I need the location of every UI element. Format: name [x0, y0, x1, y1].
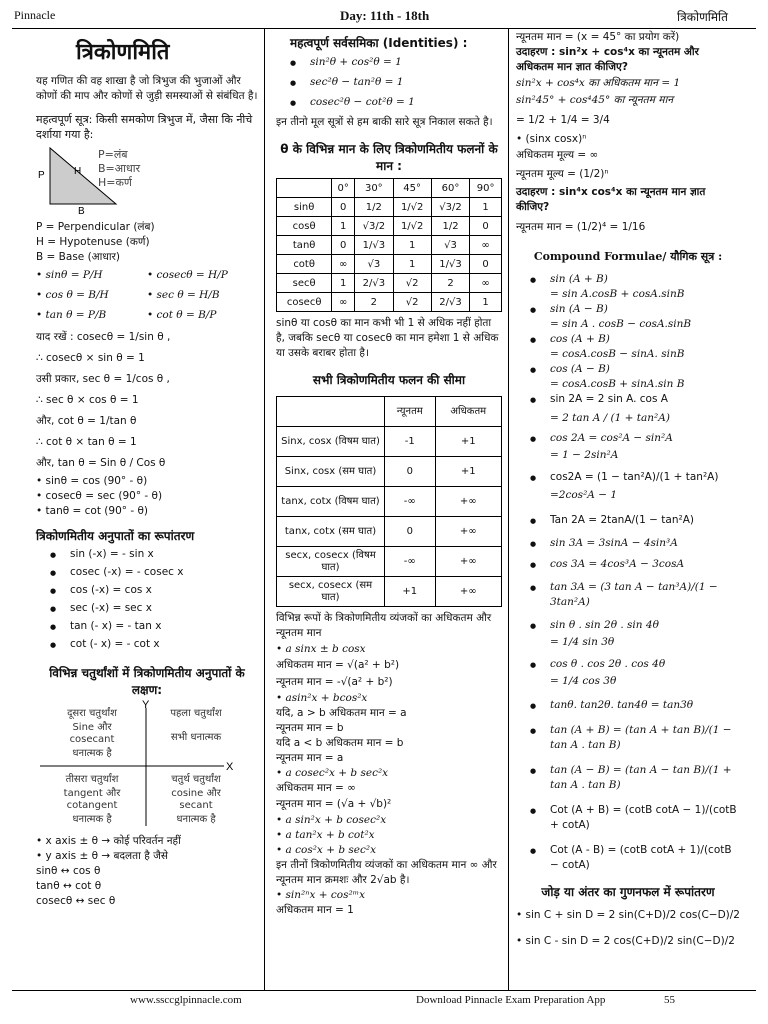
compound-item: ● tan (A + B) = (tan A + tan B)/(1 − tan A . tan B): [524, 723, 740, 753]
compound-item: ● cos (A + B): [524, 332, 740, 347]
definition-p: P = Perpendicular (लंब): [36, 221, 155, 233]
table-cell: 2/√3: [431, 293, 469, 312]
table-cell: 2/√3: [355, 274, 393, 293]
table-cell: 2: [355, 293, 393, 312]
table-cell: -∞: [385, 547, 436, 577]
table-cell: [277, 179, 332, 198]
compound-item: = cosA.cosB + sinA.sin B: [550, 378, 685, 390]
compound-item: ● Cot (A + B) = (cotB cotA − 1)/(cotB + cotA): [524, 803, 740, 833]
form-line: अधिकतम मान = ∞: [276, 782, 356, 794]
example-line: = 1/2 + 1/4 = 3/4: [516, 114, 610, 126]
product-list: [516, 902, 740, 954]
table-cell: +1: [385, 577, 436, 607]
table-cell: 45°: [393, 179, 431, 198]
page-title: त्रिकोणमिति: [76, 40, 170, 65]
form-line: • sin²ⁿx + cos²ᵐx: [276, 889, 366, 901]
table-cell: tanx, cotx (सम घात): [277, 517, 385, 547]
conversion-item: ● sec (-x) = sec x: [44, 601, 258, 616]
forms-list: [276, 641, 502, 918]
form-line: • a sinx ± b cosx: [276, 643, 366, 655]
intro-text: यह गणित की वह शाखा है जो त्रिभुज की भुजाओं और कोणों की माप और कोणों से जुड़ी समस्याओं से संबंधित है।: [36, 75, 258, 102]
table-header-row: [277, 397, 502, 427]
q1-line: सभी धनात्मक: [170, 732, 222, 743]
form-line: न्यूनतम मान = b: [276, 722, 344, 734]
q3-line: धनात्मक है: [72, 814, 112, 825]
remember-line: ∴ cot θ × tan θ = 1: [36, 436, 137, 448]
form-line: • a tan²x + b cot²x: [276, 829, 375, 841]
form-line: इन तीनों त्रिकोणमितीय व्यंजकों का अधिकतम मान ∞ और न्यूनतम मान क्रमशः और 2√ab है।: [276, 859, 497, 886]
triangle-label-b: B: [78, 206, 85, 214]
table-cell: cosecθ: [277, 293, 332, 312]
conversion-list: [44, 547, 258, 652]
table-row: [277, 293, 502, 312]
header-brand: Pinnacle: [14, 8, 56, 22]
form-line: • a sin²x + b cosec²x: [276, 814, 387, 826]
column-divider-1: [264, 28, 265, 990]
table-cell: 0: [385, 517, 436, 547]
compound-item: ● Tan 2A = 2tanA/(1 − tan²A): [524, 513, 740, 528]
table-cell: +1: [435, 427, 501, 457]
ratio-cos: • cos θ = B/H: [36, 289, 109, 301]
q4-line: धनात्मक है: [176, 814, 216, 825]
triangle-label-h: H: [74, 166, 82, 177]
table-cell: tanx, cotx (विषम घात): [277, 487, 385, 517]
product-item: • sin C + sin D = 2 sin(C+D)/2 cos(C−D)/2: [516, 909, 740, 921]
form-line: अधिकतम मान = 1: [276, 904, 354, 916]
quadrant-diagram: [36, 700, 258, 830]
column-3: [516, 30, 740, 954]
complement-line: • sinθ = cos (90° - θ): [36, 475, 148, 487]
compound-list: [524, 272, 740, 873]
remember-list: [36, 327, 258, 519]
table-row: [277, 255, 502, 274]
table-cell: 30°: [355, 179, 393, 198]
example-line: • (sinx cosx)ⁿ: [516, 133, 587, 145]
example-line: अधिकतम मूल्य = ∞: [516, 149, 599, 161]
table-cell: -1: [385, 427, 436, 457]
q2-line: cosecant: [69, 734, 115, 745]
values-table: [276, 178, 502, 312]
axis-rule: • x axis ± θ → कोई परिवर्तन नहीं: [36, 835, 181, 847]
table-row: [277, 517, 502, 547]
header-topic: त्रिकोणमिति: [677, 10, 728, 24]
form-line: • asin²x + bcos²x: [276, 692, 368, 704]
compound-item: ● tan (A − B) = (tan A − tan B)/(1 + tan A . tan B): [524, 763, 740, 793]
table-row: [277, 577, 502, 607]
compound-item: ● cos 3A = 4cos³A − 3cosA: [524, 557, 740, 572]
table-row: [277, 487, 502, 517]
table-cell: Sinx, cosx (विषम घात): [277, 427, 385, 457]
table-cell: sinθ: [277, 198, 332, 217]
example-line: न्यूनतम मान = (1/2)⁴ = 1/16: [516, 221, 646, 233]
quadrant-heading: विभिन्न चतुर्थांशों में त्रिकोणमितीय अनुपातों के लक्षण:: [49, 666, 245, 697]
compound-item: ● tan 3A = (3 tan A − tan³A)/(1 − 3tan²A): [524, 580, 740, 610]
compound-item: ● cos2A = (1 − tan²A)/(1 + tan²A): [524, 470, 740, 485]
table-cell: अधिकतम: [435, 397, 501, 427]
form-line: • a cosec²x + b sec²x: [276, 767, 389, 779]
important-formula-text: महत्वपूर्ण सूत्र: किसी समकोण त्रिभुज में, जैसा कि नीचे दर्शाया गया है:: [36, 113, 253, 141]
minmax-examples: [516, 30, 740, 239]
compound-item: ● sin 3A = 3sinA − 4sin³A: [524, 536, 740, 551]
compound-item: = 1/4 cos 3θ: [550, 675, 617, 687]
table-cell: secx, cosecx (सम घात): [277, 577, 385, 607]
table-cell: √3/2: [431, 198, 469, 217]
axis-rule-list: [36, 834, 258, 909]
complement-line: • cosecθ = sec (90° - θ): [36, 490, 163, 502]
table-cell: √2: [393, 274, 431, 293]
table-cell: 0: [332, 198, 355, 217]
form-line: यदि, a > b अधिकतम मान = a: [276, 707, 407, 719]
compound-item: ● sin (A + B): [524, 272, 740, 287]
axis-rule: • y axis ± θ → बदलता है जैसे: [36, 850, 169, 862]
q1-title: पहला चतुर्थांश: [170, 708, 222, 719]
identities-note: इन तीनो मूल सूत्रों से हम बाकी सारे सूत्र निकाल सकते है।: [276, 116, 493, 128]
definition-b: B = Base (आधार): [36, 251, 120, 263]
table-header-row: [277, 179, 502, 198]
table-row: [277, 236, 502, 255]
form-line: यदि a < b अधिकतम मान = b: [276, 737, 404, 749]
table-cell: +∞: [435, 577, 501, 607]
conversion-item: ● tan (- x) = - tan x: [44, 619, 258, 634]
q2-title: दूसरा चतुर्थांश: [67, 708, 117, 719]
table-cell: secθ: [277, 274, 332, 293]
column-1: [36, 30, 258, 909]
table-cell: secx, cosecx (विषम घात): [277, 547, 385, 577]
compound-item: ● cos 2A = cos²A − sin²A: [524, 431, 740, 446]
page-header: [0, 0, 768, 28]
footer-website[interactable]: www.ssccglpinnacle.com: [130, 994, 242, 1006]
footer-page-number: 55: [664, 994, 675, 1006]
conversion-item: ● cot (- x) = - cot x: [44, 637, 258, 652]
q4-title: चतुर्थ चतुर्थांश: [171, 774, 221, 785]
table-row: [277, 427, 502, 457]
table-cell: √3: [431, 236, 469, 255]
table-cell: [277, 397, 385, 427]
example-line: न्यूनतम मान = (x = 45° का प्रयोग करें): [516, 31, 680, 43]
definition-h: H = Hypotenuse (कर्ण): [36, 236, 150, 248]
axis-rule: tanθ ↔ cot θ: [36, 880, 102, 892]
table-cell: 0: [470, 255, 502, 274]
footer-app-promo: Download Pinnacle Exam Preparation App: [416, 994, 606, 1006]
table-cell: √2: [393, 293, 431, 312]
example-line: उदाहरण : sin⁴x cos⁴x का न्यूनतम मान ज्ञात कीजिए?: [516, 186, 706, 213]
example-line: sin²45° + cos⁴45° का न्यूनतम मान: [516, 94, 674, 106]
identity-item: ● cosec²θ − cot²θ = 1: [284, 94, 502, 111]
range-table: [276, 396, 502, 607]
compound-item: ● Cot (A - B) = (cotB cotA + 1)/(cotB − cotA): [524, 843, 740, 873]
table-cell: ∞: [332, 255, 355, 274]
compound-item: ● tanθ. tan2θ. tan4θ = tan3θ: [524, 698, 740, 713]
values-table-note: sinθ या cosθ का मान कभी भी 1 से अधिक नहीं होता है, जबकि secθ या cosecθ का मान हमेशा 1 से अधिक या उसके बराबर होता है।: [276, 317, 499, 359]
compound-item: = sin A.cosB + cosA.sinB: [550, 288, 685, 300]
table-row: [277, 274, 502, 293]
triangle-legend-b: B=आधार: [98, 162, 141, 175]
table-cell: ∞: [332, 293, 355, 312]
footer-rule: [12, 990, 756, 991]
table-cell: 1: [332, 274, 355, 293]
table-cell: 1/√3: [355, 236, 393, 255]
q4-line: cosine और: [171, 788, 221, 799]
axis-rule: sinθ ↔ cos θ: [36, 865, 101, 877]
table-cell: 60°: [431, 179, 469, 198]
range-table-heading: सभी त्रिकोणमितीय फलन की सीमा: [312, 373, 466, 387]
table-cell: √3/2: [355, 217, 393, 236]
compound-item: ● sin θ . sin 2θ . sin 4θ: [524, 618, 740, 633]
table-cell: न्यूनतम: [385, 397, 436, 427]
table-cell: 90°: [470, 179, 502, 198]
compound-item: = cosA.cosB − sinA. sinB: [550, 348, 685, 360]
product-heading: जोड़ या अंतर का गुणनफल में रूपांतरण: [541, 885, 715, 899]
compound-item: = 2 tan A / (1 + tan²A): [550, 412, 670, 424]
table-cell: tanθ: [277, 236, 332, 255]
table-cell: 2: [431, 274, 469, 293]
forms-intro: विभिन्न रूपों के त्रिकोणमितीय व्यंजकों का अधिकतम और न्यूनतम मान: [276, 612, 492, 639]
table-cell: 1/2: [431, 217, 469, 236]
table-row: [277, 547, 502, 577]
table-cell: cosθ: [277, 217, 332, 236]
table-row: [277, 198, 502, 217]
form-line: न्यूनतम मान = -√(a² + b²): [276, 676, 393, 688]
ratio-cot: • cot θ = B/P: [147, 309, 217, 321]
q2-line: धनात्मक है: [72, 748, 112, 759]
example-line: sin²x + cos⁴x का अधिकतम मान = 1: [516, 77, 681, 89]
compound-item: ● sin (A − B): [524, 302, 740, 317]
remember-line: उसी प्रकार, sec θ = 1/cos θ ,: [36, 373, 170, 385]
example-line: उदाहरण : sin²x + cos⁴x का न्यूनतम और अधिकतम मान ज्ञात कीजिए?: [516, 46, 699, 73]
right-triangle-diagram: [36, 144, 186, 214]
table-cell: 1/√2: [393, 198, 431, 217]
triangle-legend-h: H=कर्ण: [98, 176, 132, 189]
conversion-heading: त्रिकोणमितीय अनुपातों का रूपांतरण: [36, 529, 195, 543]
remember-line: ∴ sec θ × cos θ = 1: [36, 394, 139, 406]
table-cell: 1: [393, 255, 431, 274]
q3-line: tangent और: [63, 788, 121, 799]
table-cell: +∞: [435, 487, 501, 517]
q2-line: Sine और: [72, 722, 112, 733]
q3-title: तीसरा चतुर्थांश: [65, 774, 119, 785]
ratio-grid: [36, 269, 258, 321]
compound-item: =2cos²A − 1: [550, 489, 618, 501]
identities-heading: महत्वपूर्ण सर्वसमिका (Identities) :: [290, 36, 468, 50]
ratio-sec: • sec θ = H/B: [147, 289, 220, 301]
form-line: न्यूनतम मान = a: [276, 752, 344, 764]
table-cell: 1: [393, 236, 431, 255]
triangle-legend-p: P=लंब: [98, 148, 128, 161]
header-day: Day: 11th - 18th: [340, 8, 430, 23]
table-row: [277, 217, 502, 236]
remember-line: और, cot θ = 1/tan θ: [36, 415, 137, 427]
compound-item: ● cos θ . cos 2θ . cos 4θ: [524, 657, 740, 672]
product-item: • sin C - sin D = 2 cos(C+D)/2 sin(C−D)/2: [516, 935, 735, 947]
q3-line: cotangent: [66, 800, 118, 811]
table-cell: -∞: [385, 487, 436, 517]
identity-item: ● sin²θ + cos²θ = 1: [284, 54, 502, 71]
conversion-item: ● sin (-x) = - sin x: [44, 547, 258, 562]
table-cell: 1/√2: [393, 217, 431, 236]
header-rule: [12, 28, 756, 29]
table-cell: √3: [355, 255, 393, 274]
table-cell: 1: [470, 198, 502, 217]
identity-item: ● sec²θ − tan²θ = 1: [284, 74, 502, 91]
table-cell: 1/2: [355, 198, 393, 217]
form-line: अधिकतम मान = √(a² + b²): [276, 659, 400, 671]
triangle-label-p: P: [38, 170, 45, 181]
compound-item: ● cos (A − B): [524, 362, 740, 377]
example-line: न्यूनतम मूल्य = (1/2)ⁿ: [516, 168, 609, 180]
compound-item: = 1 − 2sin²A: [550, 449, 619, 461]
compound-item: = sin A . cosB − cosA.sinB: [550, 318, 692, 330]
table-cell: 0: [332, 236, 355, 255]
table-cell: ∞: [470, 236, 502, 255]
column-divider-2: [508, 28, 509, 990]
remember-line: और, tan θ = Sin θ / Cos θ: [36, 457, 166, 469]
x-axis-label: X: [226, 761, 234, 773]
conversion-item: ● cos (-x) = cos x: [44, 583, 258, 598]
table-cell: 1/√3: [431, 255, 469, 274]
form-line: • a cos²x + b sec²x: [276, 844, 376, 856]
y-axis-label: Y: [142, 700, 150, 711]
table-cell: 0: [470, 217, 502, 236]
remember-line: ∴ cosecθ × sin θ = 1: [36, 352, 145, 364]
compound-item: ● sin 2A = 2 sin A. cos A: [524, 392, 740, 407]
ratio-cosec: • cosecθ = H/P: [147, 269, 228, 281]
form-line: न्यूनतम मान = (√a + √b)²: [276, 798, 392, 810]
complement-line: • tanθ = cot (90° - θ): [36, 505, 148, 517]
table-cell: Sinx, cosx (सम घात): [277, 457, 385, 487]
conversion-item: ● cosec (-x) = - cosec x: [44, 565, 258, 580]
values-table-heading: θ के विभिन्न मान के लिए त्रिकोणमितीय फलनों के मान :: [280, 142, 498, 173]
identities-list: [284, 54, 502, 111]
table-cell: +∞: [435, 517, 501, 547]
table-row: [277, 457, 502, 487]
column-2: [276, 30, 502, 918]
table-cell: 1: [332, 217, 355, 236]
q4-line: secant: [179, 800, 213, 811]
table-cell: 1: [470, 293, 502, 312]
axis-rule: cosecθ ↔ sec θ: [36, 895, 116, 907]
remember-line: याद रखें : cosecθ = 1/sin θ ,: [36, 331, 171, 343]
table-cell: 0: [385, 457, 436, 487]
table-cell: +1: [435, 457, 501, 487]
table-cell: cotθ: [277, 255, 332, 274]
compound-heading: Compound Formulae/ यौगिक सूत्र :: [533, 250, 723, 263]
table-cell: 0°: [332, 179, 355, 198]
ratio-tan: • tan θ = P/B: [36, 309, 107, 321]
table-cell: +∞: [435, 547, 501, 577]
ratio-sin: • sinθ = P/H: [36, 269, 103, 281]
compound-item: = 1/4 sin 3θ: [550, 636, 615, 648]
table-cell: ∞: [470, 274, 502, 293]
